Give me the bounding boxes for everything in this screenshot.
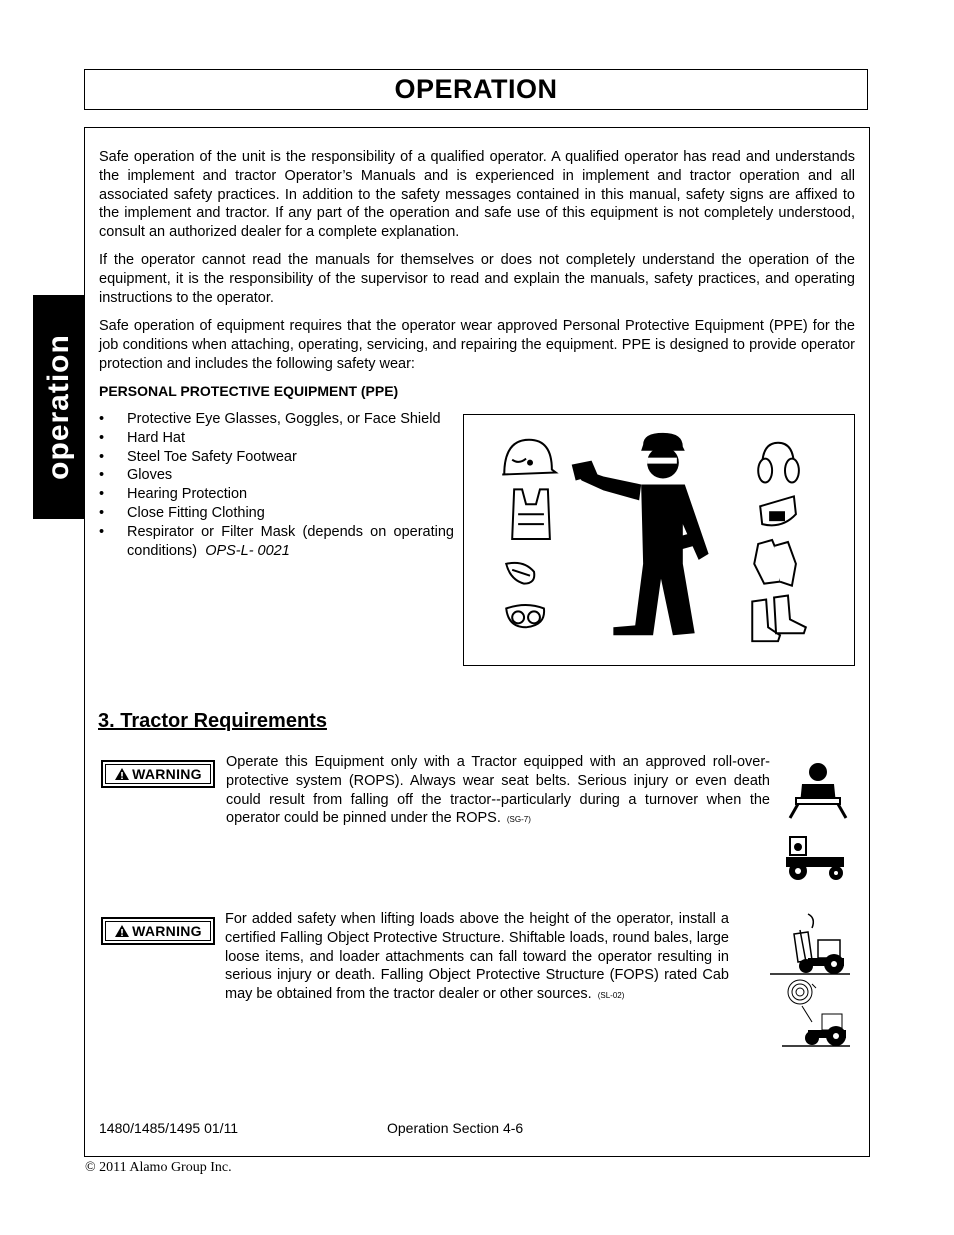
list-item-text: Hearing Protection	[127, 486, 248, 503]
footer-section: Operation Section 4-6	[387, 1120, 524, 1136]
goggles-icon	[506, 605, 544, 627]
warning-label: WARNING	[132, 766, 202, 782]
intro-paragraph-2: If the operator cannot read the manuals for themselves or does not completely understand the operation of the equipment, it is the responsibility of the supervisor to read and explain the manuals, safety practices, and operating instructions to the operator.	[99, 252, 855, 306]
list-item	[99, 466, 454, 485]
warning-triangle-icon	[114, 924, 130, 938]
list-item-text: Close Fitting Clothing	[127, 504, 265, 521]
list-bullet: •	[99, 467, 105, 484]
boots-icon	[752, 596, 806, 642]
list-item	[99, 410, 454, 429]
list-item	[99, 504, 454, 523]
warning-triangle-icon	[114, 767, 130, 781]
list-bullet: •	[99, 429, 105, 446]
list-bullet: •	[99, 411, 105, 427]
warning-code: (SG-7)	[506, 815, 531, 825]
warning-code: (SL-02)	[597, 991, 625, 1001]
section-heading: 3. Tractor Requirements	[98, 710, 327, 732]
rops-tractor-icon	[782, 835, 848, 881]
list-item-text: Steel Toe Safety Footwear	[127, 448, 297, 465]
earplug-icon	[506, 563, 534, 584]
ppe-list	[99, 410, 454, 560]
warning-text-fops	[225, 910, 729, 1006]
list-item	[99, 448, 454, 467]
list-item-text: Hard Hat	[127, 429, 186, 446]
intro-paragraph-1: Safe operation of the unit is the responsibility of a qualified operator. A qualified operator has read and understands the implement and tractor Operator’s Manuals and is experienced in implement and tractor operation and all associated safety practices. In addition to the safety messages contained in this manual, safety signs are affixed to the implement and tractor. If any part of the operation and safe use of this equipment is not completely understood, consult an authorized dealer for a complete explanation.	[99, 149, 855, 241]
list-item	[99, 429, 454, 448]
warning-body: For added safety when lifting loads above the height of the operator, install a certified Falling Object Protective Structure. Shiftable loads, round bales, large loose items, and loader attachments can fall toward the operator resulting in serious injury or death. Falling Object Protective Structure (FOPS) rated Cab may be obtained from the tractor dealer or other sources.	[225, 911, 729, 1003]
warning-body: Operate this Equipment only with a Tractor equipped with an approved roll-over-protective system (ROPS). Always wear seat belts. Serious injury or even death could result from falling off the tractor--particularly during a turnover when the operator could be pinned under the ROPS.	[226, 754, 770, 827]
ppe-worker-illustration	[463, 414, 855, 666]
list-bullet: •	[99, 504, 105, 521]
list-bullet: •	[99, 448, 105, 465]
warning-label: WARNING	[132, 923, 202, 939]
respirator-icon	[760, 496, 796, 525]
warning-badge	[101, 917, 215, 945]
intro-paragraph-3: Safe operation of equipment requires that the operator wear approved Personal Protective Equipment (PPE) for the job conditions when attaching, operating, servicing, and repairing the equipment. PPE is designed to provide operator protection and includes the following safety wear:	[99, 318, 855, 372]
warning-badge	[101, 760, 215, 788]
footer-model: 1480/1485/1495 01/11	[99, 1120, 239, 1136]
hard-hat-icon	[502, 440, 556, 475]
ppe-code: OPS-L- 0021	[205, 542, 290, 559]
warning-badge-frame	[105, 764, 211, 784]
warning-text-rops	[226, 753, 770, 830]
page-header	[84, 69, 868, 110]
worker-figure-icon	[572, 433, 709, 635]
earmuff-icon	[758, 443, 799, 483]
list-item-text: Respirator or Filter Mask (depends on operating conditions)	[127, 523, 454, 559]
page-title: OPERATION	[394, 74, 558, 104]
side-tab-label: operation	[42, 334, 75, 480]
list-item-text: Protective Eye Glasses, Goggles, or Face Shield	[127, 411, 441, 427]
list-bullet: •	[99, 523, 105, 540]
warning-badge-frame	[105, 921, 211, 941]
list-bullet: •	[99, 486, 105, 503]
list-item	[99, 485, 454, 504]
copyright: © 2011 Alamo Group Inc.	[85, 1160, 232, 1175]
seatbelt-icon	[788, 760, 848, 820]
side-tab	[33, 295, 85, 519]
list-item-text: Gloves	[127, 467, 173, 484]
safety-vest-icon	[512, 489, 550, 539]
list-item	[99, 523, 454, 561]
ppe-heading: PERSONAL PROTECTIVE EQUIPMENT (PPE)	[99, 383, 399, 399]
falling-bale-tractor-icon	[768, 910, 852, 1050]
gloves-icon	[754, 540, 796, 586]
